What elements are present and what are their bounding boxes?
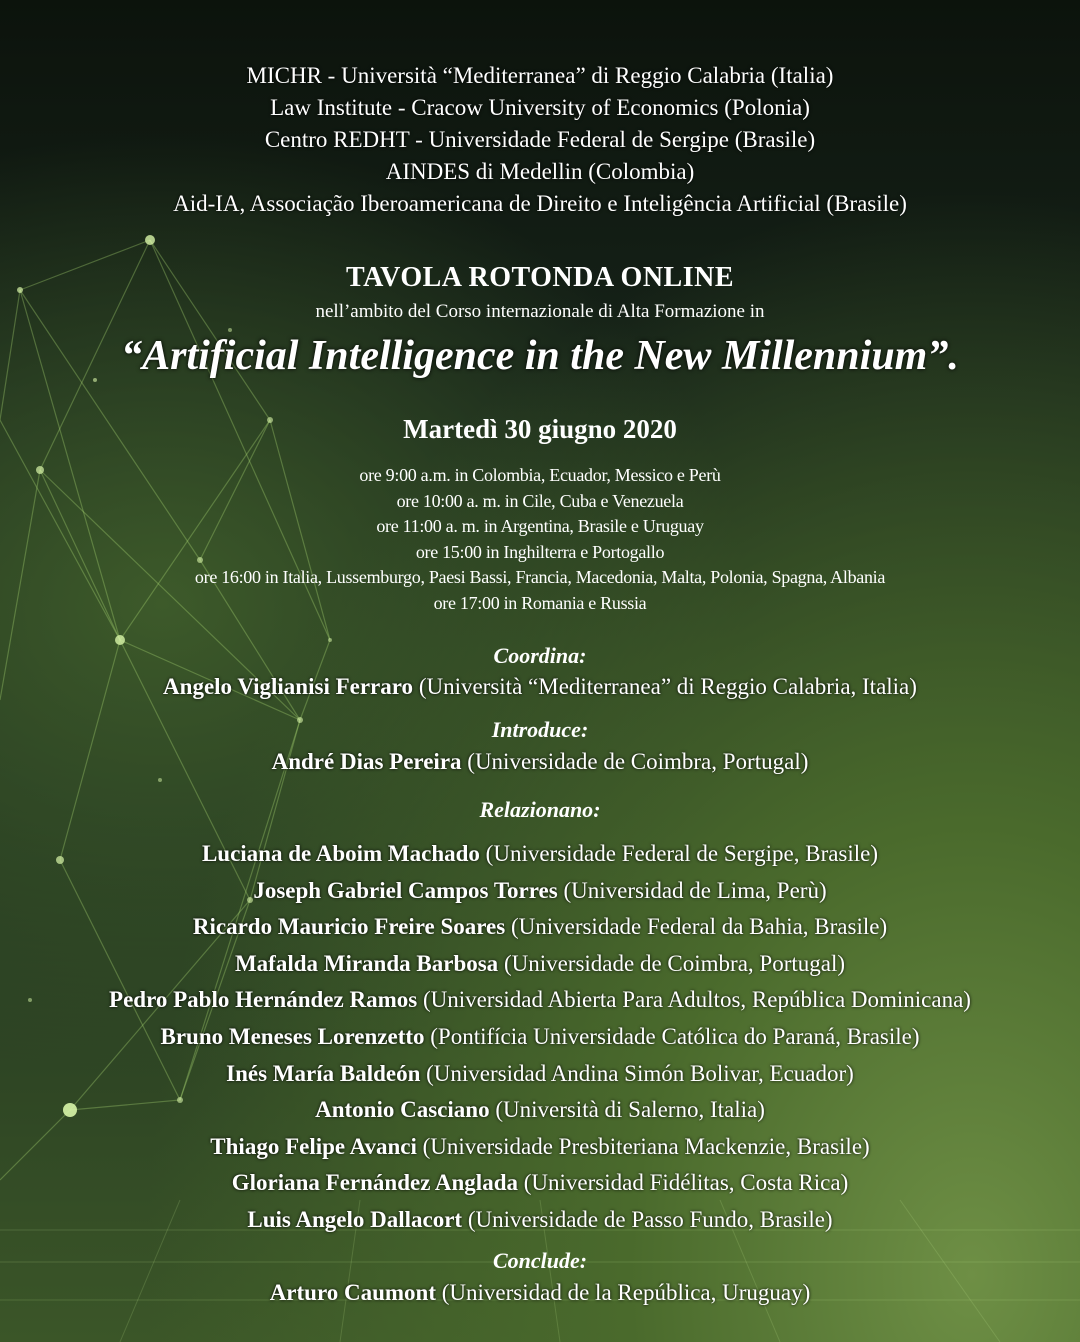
speaker-affiliation: (Universidad Fidélitas, Costa Rica) xyxy=(518,1170,849,1196)
speaker-entry xyxy=(0,1165,1080,1202)
speaker-affiliation: (Università di Salerno, Italia) xyxy=(489,1097,765,1123)
speaker-affiliation: (Universidad Abierta Para Adultos, República Dominicana) xyxy=(417,987,971,1013)
time-line: ore 9:00 a.m. in Colombia, Ecuador, Messico e Perù xyxy=(359,465,721,485)
organizations-list xyxy=(0,60,1080,220)
speaker-entry xyxy=(0,1056,1080,1093)
time-line: ore 10:00 a. m. in Cile, Cuba e Venezuela xyxy=(396,490,684,511)
speaker-affiliation: (Universidade de Coimbra, Portugal) xyxy=(498,950,846,976)
introducer-affiliation: (Universidade de Coimbra, Portugal) xyxy=(461,749,809,774)
speaker-entry xyxy=(0,1092,1080,1129)
speaker-name: Joseph Gabriel Campos Torres xyxy=(253,877,558,903)
speaker-affiliation: (Universidade Federal de Sergipe, Brasile) xyxy=(479,841,879,866)
speaker-entry xyxy=(0,1202,1080,1239)
time-line: ore 11:00 a. m. in Argentina, Brasile e Uruguay xyxy=(376,516,704,536)
speaker-name: Antonio Casciano xyxy=(315,1097,490,1123)
speaker-name: Luciana de Aboim Machado xyxy=(201,841,480,866)
introduce-heading: Introduce: xyxy=(491,717,589,742)
speaker-entry xyxy=(0,946,1080,983)
time-line: ore 16:00 in Italia, Lussemburgo, Paesi Bassi, Francia, Macedonia, Malta, Polonia, Spagna, Albania xyxy=(194,567,886,587)
speaker-affiliation: (Pontifícia Universidade Católica do Paraná, Brasile) xyxy=(424,1023,920,1049)
speaker-affiliation: (Universidad Andina Simón Bolivar, Ecuador) xyxy=(420,1060,854,1086)
speaker-entry xyxy=(0,909,1080,946)
speaker-name: Bruno Meneses Lorenzetto xyxy=(160,1023,425,1049)
organization-line: Aid-IA, Associação Iberoamericana de Direito e Inteligência Artificial (Brasile) xyxy=(173,191,907,216)
time-line: ore 17:00 in Romania e Russia xyxy=(433,592,647,613)
schedule-times xyxy=(0,463,1080,616)
speaker-name: Luis Angelo Dallacort xyxy=(247,1206,463,1232)
speaker-entry xyxy=(0,982,1080,1019)
organization-line: Centro REDHT - Universidade Federal de Sergipe (Brasile) xyxy=(264,127,816,152)
introduce-label: Introduce xyxy=(491,717,581,742)
time-line: ore 15:00 in Inghilterra e Portogallo xyxy=(415,541,665,562)
speaker-entry xyxy=(0,1129,1080,1166)
concluder-entry xyxy=(0,1280,1080,1306)
event-title: TAVOLA ROTONDA ONLINE xyxy=(345,262,735,293)
coordinator-affiliation: (Università “Mediterranea” di Reggio Calabria, Italia) xyxy=(413,674,917,699)
speaker-affiliation: (Universidad de Lima, Perù) xyxy=(557,877,827,903)
relazionano-label: Relazionano xyxy=(479,797,594,822)
speaker-affiliation: (Universidade Presbiteriana Mackenzie, Brasile) xyxy=(416,1133,870,1159)
conclude-heading: Conclude: xyxy=(492,1248,588,1273)
speaker-name: Gloriana Fernández Anglada xyxy=(231,1170,518,1196)
introducer-name: André Dias Pereira xyxy=(271,749,462,774)
speaker-affiliation: (Universidade Federal da Bahia, Brasile) xyxy=(505,914,888,940)
course-title: “Artificial Intelligence in the New Millennium”. xyxy=(121,333,959,379)
speaker-name: Pedro Pablo Hernández Ramos xyxy=(109,987,418,1013)
conclude-label: Conclude xyxy=(492,1248,580,1273)
introducer-entry xyxy=(0,749,1080,775)
coordina-heading: Coordina: xyxy=(493,643,587,668)
speakers-list xyxy=(0,836,1080,1239)
concluder-affiliation: (Universidad de la República, Uruguay) xyxy=(436,1280,811,1305)
speaker-entry xyxy=(0,873,1080,910)
speaker-name: Inés María Baldeón xyxy=(226,1060,421,1086)
event-subtitle: nell’ambito del Corso internazionale di Alta Formazione in xyxy=(315,301,765,322)
relazionano-heading: Relazionano: xyxy=(479,797,601,822)
event-date: Martedì 30 giugno 2020 xyxy=(403,414,677,444)
organization-line: MICHR - Università “Mediterranea” di Reggio Calabria (Italia) xyxy=(246,63,834,88)
coordinator-entry xyxy=(0,674,1080,700)
speaker-affiliation: (Universidade de Passo Fundo, Brasile) xyxy=(462,1206,833,1232)
speaker-entry xyxy=(0,836,1080,873)
coordinator-name: Angelo Viglianisi Ferraro xyxy=(163,674,414,699)
speaker-entry xyxy=(0,1019,1080,1056)
speaker-name: Ricardo Mauricio Freire Soares xyxy=(192,914,506,940)
speaker-name: Mafalda Miranda Barbosa xyxy=(234,950,499,976)
concluder-name: Arturo Caumont xyxy=(269,1280,437,1305)
coordina-label: Coordina xyxy=(493,643,580,668)
organization-line: Law Institute - Cracow University of Economics (Polonia) xyxy=(270,95,810,120)
organization-line: AINDES di Medellin (Colombia) xyxy=(385,159,695,184)
speaker-name: Thiago Felipe Avanci xyxy=(210,1133,417,1159)
